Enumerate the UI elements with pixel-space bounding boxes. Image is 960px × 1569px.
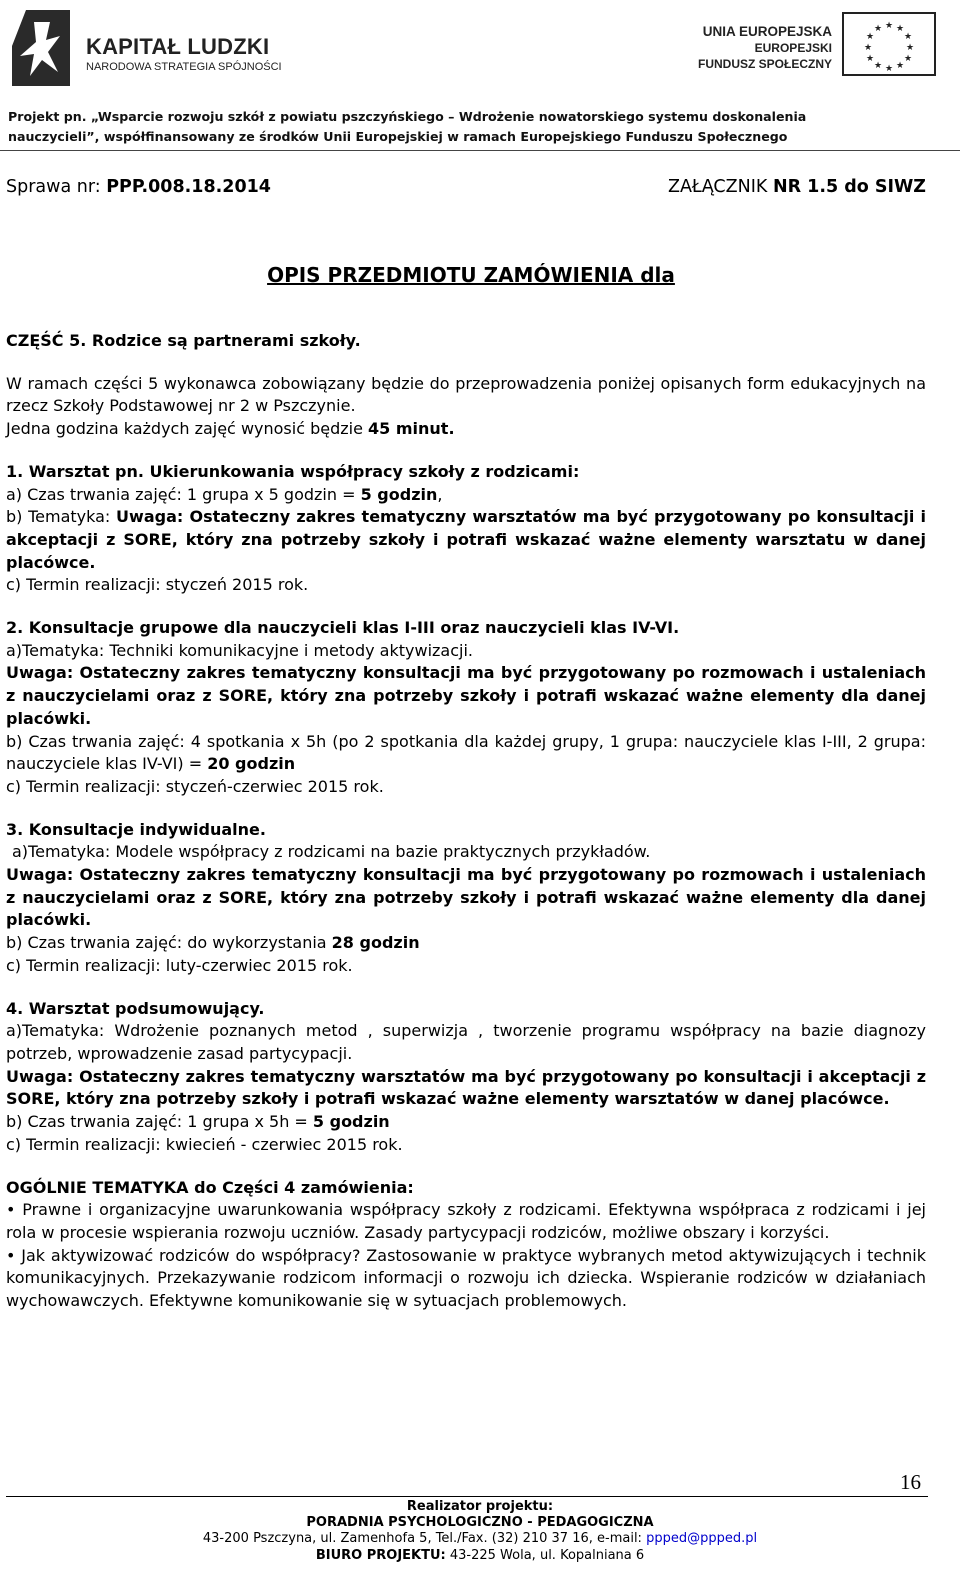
svg-text:★: ★: [865, 54, 875, 64]
footer-label: Realizator projektu:: [406, 1499, 554, 1514]
svg-text:★: ★: [903, 32, 913, 42]
svg-text:★: ★: [884, 21, 894, 31]
svg-text:★: ★: [884, 64, 894, 74]
header-divider: [0, 150, 960, 151]
page-number: 16: [900, 1470, 921, 1494]
case-row: [6, 176, 926, 206]
kapital-ludzki-name: KAPITAŁ LUDZKI: [86, 34, 270, 59]
annex-value: NR 1.5 do SIWZ: [772, 177, 926, 197]
section-1-duration: a) Czas trwania zajęć: 1 grupa x 5 godzin = 5 godzin,: [6, 484, 443, 504]
footer-address: 43-200 Pszczyna, ul. Zamenhofa 5, Tel./Fax. (32) 210 37 16, e-mail: ppped@ppped.pl: [202, 1531, 758, 1547]
svg-text:★: ★: [895, 61, 905, 71]
general-bullet-1: • Prawne i organizacyjne uwarunkowania współpracy szkoły z rodzicami. Efektywna współpraca z rodzicami i jej rola w procesie wspierania rozwoju uczniów. Zasady partycypacji rodziców, możliwe obszary i korzyści.: [6, 1200, 926, 1242]
section-1-term: c) Termin realizacji: styczeń 2015 rok.: [6, 575, 309, 595]
case-label: Sprawa nr:: [6, 177, 107, 197]
part-heading: CZĘŚĆ 5. Rodzice są partnerami szkoły.: [6, 331, 361, 350]
section-2-topic: a)Tematyka: Techniki komunikacyjne i metody aktywizacji.: [6, 640, 473, 660]
page-header: [0, 0, 960, 150]
section-3-duration: b) Czas trwania zajęć: do wykorzystania 28 godzin: [6, 933, 420, 953]
section-2-term: c) Termin realizacji: styczeń-czerwiec 2015 rok.: [6, 776, 384, 796]
section-3-term: c) Termin realizacji: luty-czerwiec 2015 rok.: [6, 955, 353, 975]
svg-text:★: ★: [873, 24, 883, 34]
document-title: OPIS PRZEDMIOTU ZAMÓWIENIA dla: [267, 263, 675, 287]
svg-text:★: ★: [865, 32, 875, 42]
case-number-value: PPP.008.18.2014: [106, 177, 271, 197]
annex-prefix: ZAŁĄCZNIK: [667, 177, 773, 197]
section-3-note: Uwaga: Ostateczny zakres tematyczny konsultacji ma być przygotowany po rozmowach i ustaleniach z nauczycielami oraz z SORE, który zna potrzeby szkoły i potrafi wskazać ważne elementy dla danej placówki.: [6, 865, 926, 930]
project-line-1: Projekt pn. „Wsparcie rozwoju szkół z powiatu pszczyńskiego – Wdrożenie nowatorskiego systemu doskonalenia: [8, 109, 807, 124]
project-description: [8, 107, 952, 147]
section-1-heading: 1. Warsztat pn. Ukierunkowania współpracy szkoły z rodzicami:: [6, 461, 580, 481]
section-2-note: Uwaga: Ostateczny zakres tematyczny konsultacji ma być przygotowany po rozmowach i ustaleniach z nauczycielami oraz z SORE, który zna potrzeby szkoły i potrafi wskazać ważne elementy dla danej placówki.: [6, 663, 926, 728]
section-1-topic: b) Tematyka: Uwaga: Ostateczny zakres tematyczny warsztatów ma być przygotowany po konsultacji i akceptacji z SORE, który zna potrzeby szkoły i potrafi wskazać ważne elementy warsztatu w danej placówce.: [6, 507, 927, 572]
intro-paragraph: W ramach części 5 wykonawca zobowiązany będzie do przeprowadzenia poniżej opisanych form edukacyjnych na rzecz Szkoły Podstawowej nr 2 w Pszczynie.: [6, 373, 926, 416]
kapital-ludzki-subtitle: NARODOWA STRATEGIA SPÓJNOŚCI: [86, 61, 282, 73]
section-4-topic: a)Tematyka: Wdrożenie poznanych metod , superwizja , tworzenie programu współpracy na bazie diagnozy potrzeb, wprowadzenie zasad partycypacji.: [6, 1021, 926, 1063]
section-4-duration: b) Czas trwania zajęć: 1 grupa x 5h = 5 godzin: [6, 1112, 390, 1132]
kapital-ludzki-emblem-icon: [8, 6, 82, 88]
section-3-topic: a)Tematyka: Modele współpracy z rodzicami na bazie praktycznych przykładów.: [12, 842, 651, 862]
kapital-ludzki-logo: [4, 4, 294, 88]
section-3-heading: 3. Konsultacje indywidualne.: [6, 819, 266, 839]
svg-text:★: ★: [895, 24, 905, 34]
general-bullet-2: • Jak aktywizować rodziców do współpracy? Zastosowanie w praktyce wybranych metod aktywizujących i technik komunikacyjnych. Przekazywanie rodzicom informacji o rozwoju ich dziecka. Wspieranie rodziców w działaniach wychowawczych. Efektywne komunikowanie się w sytuacjach problemowych.: [6, 1245, 926, 1311]
general-heading: OGÓLNIE TEMATYKA do Części 4 zamówienia:: [6, 1177, 414, 1197]
svg-text:★: ★: [905, 43, 915, 53]
case-number: [6, 176, 271, 206]
footer-org: PORADNIA PSYCHOLOGICZNO - PEDAGOGICZNA: [306, 1515, 654, 1531]
section-2-heading: 2. Konsultacje grupowe dla nauczycieli klas I-III oraz nauczycieli klas IV-VI.: [6, 618, 680, 638]
page-footer: [0, 1499, 960, 1564]
svg-text:★: ★: [863, 43, 873, 53]
eu-flag-icon: [842, 12, 936, 76]
footer-office: BIURO PROJEKTU: 43-225 Wola, ul. Kopalniana 6: [315, 1547, 645, 1563]
eu-logo-line1: UNIA EUROPEJSKA: [702, 24, 832, 39]
section-4-term: c) Termin realizacji: kwiecień - czerwiec 2015 rok.: [6, 1134, 403, 1154]
svg-text:★: ★: [873, 61, 883, 71]
eu-logo-text: [698, 24, 832, 72]
project-line-2: nauczycieli”, współfinansowany ze środków Unii Europejskiej w ramach Europejskiego Funduszu Społecznego: [8, 129, 788, 144]
eu-logo-line3: FUNDUSZ SPOŁECZNY: [697, 57, 832, 71]
document-body: [6, 176, 926, 1313]
section-4-note: Uwaga: Ostateczny zakres tematyczny warsztatów ma być przygotowany po konsultacji i akceptacji z SORE, który zna potrzeby szkoły i potrafi wskazać ważne elementy warsztatów w danej placówce.: [6, 1066, 926, 1109]
annex-reference: [668, 176, 926, 206]
hours-line: Jedna godzina każdych zajęć wynosić będzie 45 minut.: [6, 419, 455, 439]
footer-email-link[interactable]: ppped@ppped.pl: [646, 1531, 758, 1547]
eu-logo-line2: EUROPEJSKI: [754, 41, 832, 55]
footer-divider: [6, 1496, 928, 1497]
svg-text:★: ★: [903, 54, 913, 64]
section-4-heading: 4. Warsztat podsumowujący.: [6, 998, 265, 1018]
section-2-duration: b) Czas trwania zajęć: 4 spotkania x 5h (po 2 spotkania dla każdej grupy, 1 grupa: nauczyciele klas I-III, 2 grupa: nauczyciele klas IV-VI) = 20 godzin: [6, 731, 926, 774]
